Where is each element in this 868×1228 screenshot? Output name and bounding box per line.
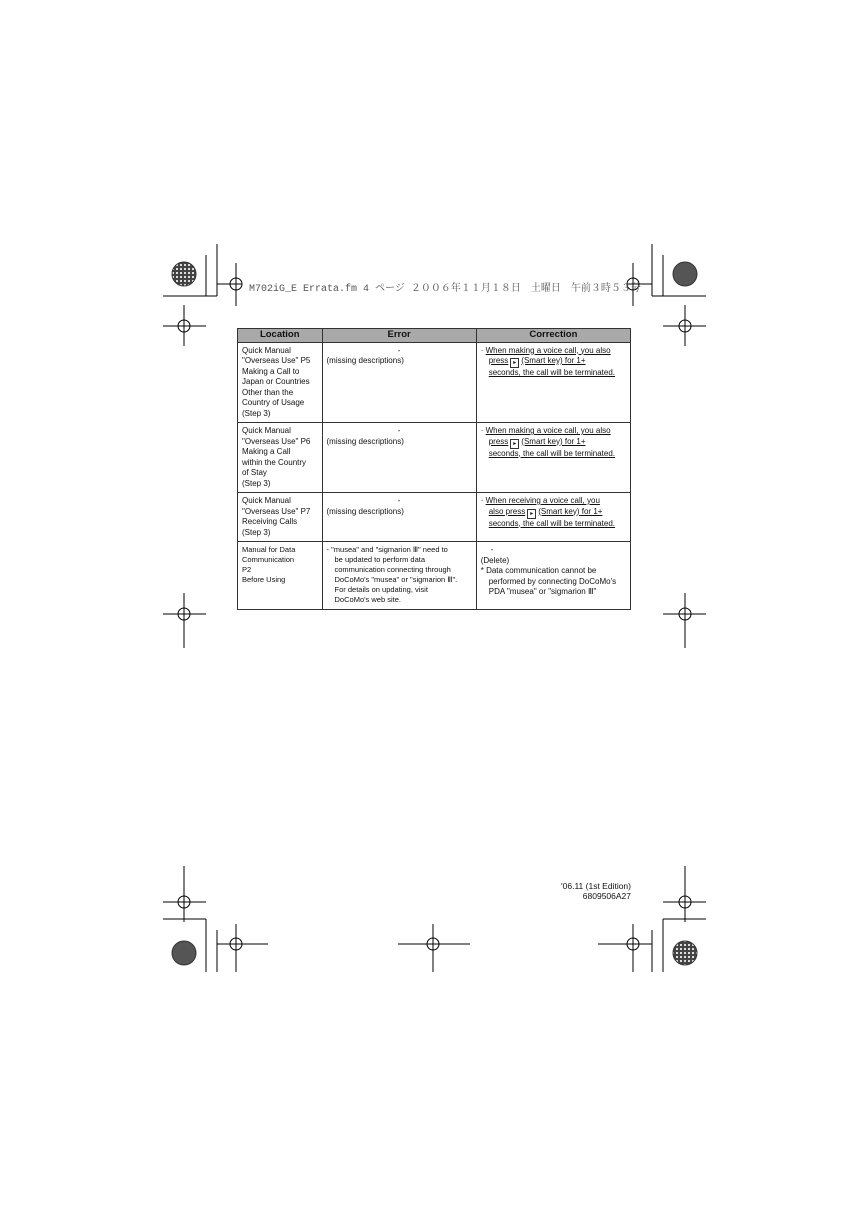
correction-line: PDA "musea" or "sigmarion Ⅲ" [488, 587, 597, 596]
location-cell [238, 423, 323, 493]
correction-line: (Smart key) for 1+ [521, 356, 586, 365]
correction-line: press [488, 356, 509, 365]
table-row [238, 342, 631, 423]
column-header-location: Location [238, 329, 323, 343]
error-line: be updated to perform data [334, 555, 425, 564]
location-line: "Overseas Use" P7 [242, 506, 311, 516]
error-line: "musea" and "sigmarion Ⅲ" need to [331, 545, 448, 554]
error-dash: - [397, 426, 401, 435]
smart-key-icon: ▸ [510, 358, 519, 368]
correction-cell: · When receiving a voice call, you also press ▸ (Smart key) for 1+ seconds, the call will be terminated. [476, 493, 630, 542]
table-row [238, 542, 631, 610]
correction-line: Data communication cannot be [486, 566, 597, 575]
error-line: For details on updating, visit [334, 585, 428, 594]
errata-table [237, 328, 631, 610]
location-line: Japan or Countries [242, 377, 310, 386]
correction-line: seconds, the call will be terminated. [488, 518, 616, 528]
location-line: of Stay [242, 468, 267, 477]
correction-cell: · When making a voice call, you also press ▸ (Smart key) for 1+ seconds, the call will be terminated. [476, 342, 630, 423]
table-row [238, 493, 631, 542]
location-cell [238, 342, 323, 423]
location-line: Quick Manual [242, 496, 291, 505]
error-cell: - "musea" and "sigmarion Ⅲ" need to be updated to perform data communication connecting through DoCoMo's "musea" or "sigmarion Ⅲ". For details on updating, visit DoCoMo's web site. [322, 542, 476, 610]
error-text: (missing descriptions) [326, 356, 404, 365]
location-line: Before Using [242, 575, 286, 584]
edition-info [500, 881, 631, 901]
document-code: 6809506A27 [582, 891, 631, 901]
correction-line: also press [488, 506, 526, 516]
correction-line: When making a voice call, you also [485, 345, 611, 355]
error-cell [322, 342, 476, 423]
location-line: Receiving Calls [242, 517, 298, 526]
table-row [238, 423, 631, 493]
location-line: (Step 3) [242, 478, 271, 488]
location-line: Making a Call to [242, 366, 300, 376]
error-text: (missing descriptions) [326, 436, 404, 446]
location-line: Quick Manual [242, 426, 291, 435]
smart-key-icon: ▸ [510, 439, 519, 449]
correction-cell: · When making a voice call, you also press ▸ (Smart key) for 1+ seconds, the call will be terminated. [476, 423, 630, 493]
location-line: Communication [242, 555, 295, 564]
correction-line: (Smart key) for 1+ [538, 506, 603, 516]
location-line: (Step 3) [242, 527, 271, 537]
location-line: Manual for Data [242, 545, 296, 554]
error-line: DoCoMo's "musea" or "sigmarion Ⅲ". [334, 575, 458, 584]
correction-line: (Smart key) for 1+ [521, 436, 586, 446]
column-header-correction: Correction [476, 329, 630, 343]
error-line: DoCoMo's web site. [334, 595, 401, 604]
table-header-row [238, 329, 631, 343]
location-line: Making a Call [242, 447, 291, 456]
correction-cell: - (Delete) * Data communication cannot be performed by connecting DoCoMo's PDA "musea" or "sigmarion Ⅲ" [476, 542, 630, 610]
location-line: Other than the [242, 387, 294, 397]
error-line: communication connecting through [334, 565, 451, 574]
error-cell [322, 493, 476, 542]
location-line: "Overseas Use" P6 [242, 436, 311, 446]
correction-line: press [488, 436, 509, 446]
error-text: (missing descriptions) [326, 506, 404, 516]
correction-dash: - [490, 545, 494, 554]
location-line: within the Country [242, 457, 307, 467]
location-line: "Overseas Use" P5 [242, 356, 311, 365]
location-line: P2 [242, 565, 252, 574]
correction-delete-label: (Delete) [480, 555, 510, 565]
error-dash: - [397, 345, 401, 355]
smart-key-icon: ▸ [527, 509, 536, 519]
correction-line: When making a voice call, you also [485, 426, 611, 435]
edition-label: '06.11 (1st Edition) [561, 881, 631, 891]
error-dash: - [397, 496, 401, 505]
location-cell [238, 493, 323, 542]
location-line: Quick Manual [242, 345, 291, 355]
file-header: M702iG_E Errata.fm 4 ページ ２００６年１１月１８日 土曜日 午前３時５３分 [249, 284, 641, 295]
error-cell [322, 423, 476, 493]
location-line: (Step 3) [242, 408, 271, 418]
correction-line: When receiving a voice call, you [485, 496, 600, 505]
correction-line: performed by connecting DoCoMo's [488, 576, 617, 586]
location-cell [238, 542, 323, 610]
location-line: Country of Usage [242, 398, 305, 407]
correction-line: seconds, the call will be terminated. [488, 368, 616, 377]
column-header-error: Error [322, 329, 476, 343]
correction-line: seconds, the call will be terminated. [488, 448, 616, 458]
